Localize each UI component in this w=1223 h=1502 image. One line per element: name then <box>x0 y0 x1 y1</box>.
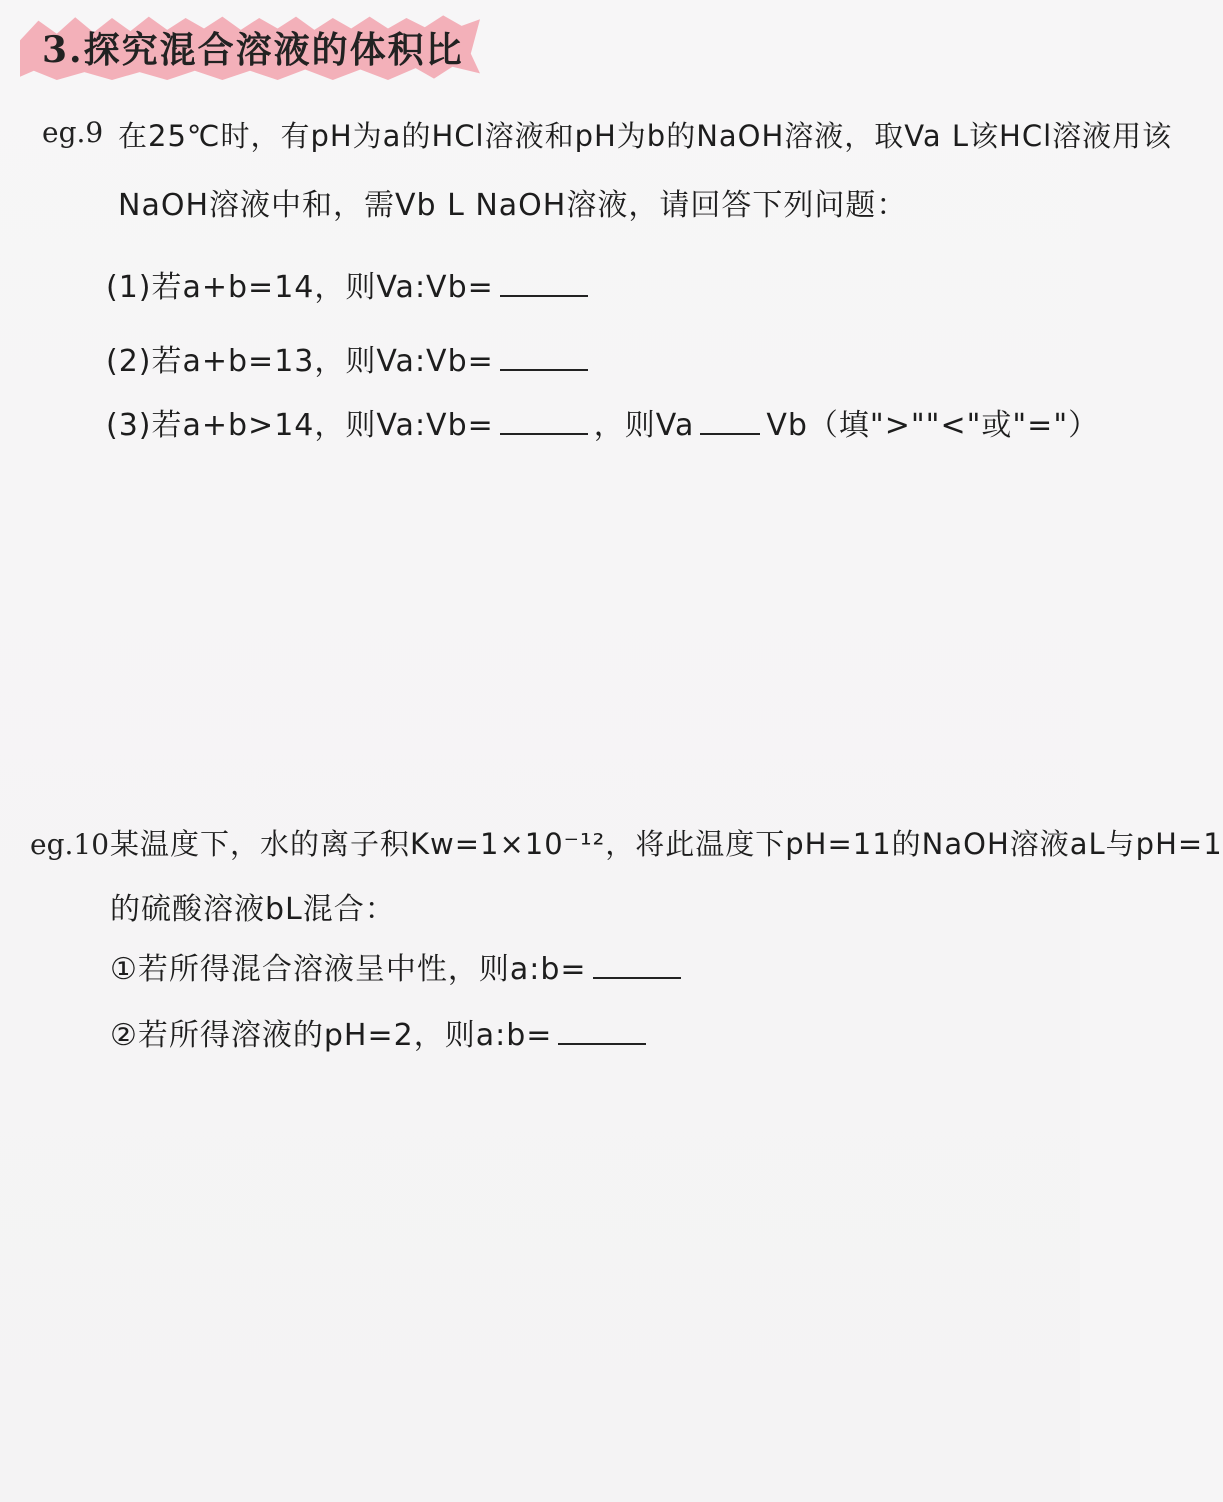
eg9-question-3-mid: ，则Va <box>593 408 695 443</box>
answer-blank[interactable] <box>593 976 681 979</box>
answer-blank[interactable] <box>500 432 588 435</box>
eg10-line2: 的硫酸溶液bL混合： <box>110 892 396 927</box>
eg9-question-3 <box>106 400 1099 444</box>
eg10-line1: 某温度下，水的离子积Kw=1×10⁻¹²，将此温度下pH=11的NaOH溶液aL与pH=1 <box>110 827 1223 861</box>
eg10-question-2 <box>110 1010 652 1054</box>
eg9-label: eg.9 <box>42 116 104 149</box>
eg9-question-3-suffix: Vb（填">""<"或"="） <box>766 408 1100 443</box>
eg10-question-1-text: ①若所得混合溶液呈中性，则a:b= <box>110 952 587 987</box>
comparison-blank[interactable] <box>700 432 760 435</box>
answer-blank[interactable] <box>500 368 588 371</box>
eg9-question-3-prefix: (3)若a+b>14，则Va:Vb= <box>106 408 494 443</box>
eg10-question-1 <box>110 944 687 988</box>
answer-blank[interactable] <box>500 294 588 297</box>
eg9-question-1-text: (1)若a+b=14，则Va:Vb= <box>106 270 494 305</box>
eg10-label: eg.10 <box>30 828 110 861</box>
eg9-line2: NaOH溶液中和，需Vb L NaOH溶液，请回答下列问题： <box>118 188 908 223</box>
answer-blank[interactable] <box>558 1042 646 1045</box>
eg9-question-2 <box>106 336 594 380</box>
section-heading: 3.探究混合溶液的体积比 <box>42 29 464 71</box>
eg9-question-1 <box>106 262 594 306</box>
eg9-question-2-text: (2)若a+b=13，则Va:Vb= <box>106 344 494 379</box>
eg10-question-2-text: ②若所得溶液的pH=2，则a:b= <box>110 1018 553 1053</box>
eg9-line1: 在25℃时，有pH为a的HCl溶液和pH为b的NaOH溶液，取Va L该HCl溶液用该 <box>118 119 1173 153</box>
